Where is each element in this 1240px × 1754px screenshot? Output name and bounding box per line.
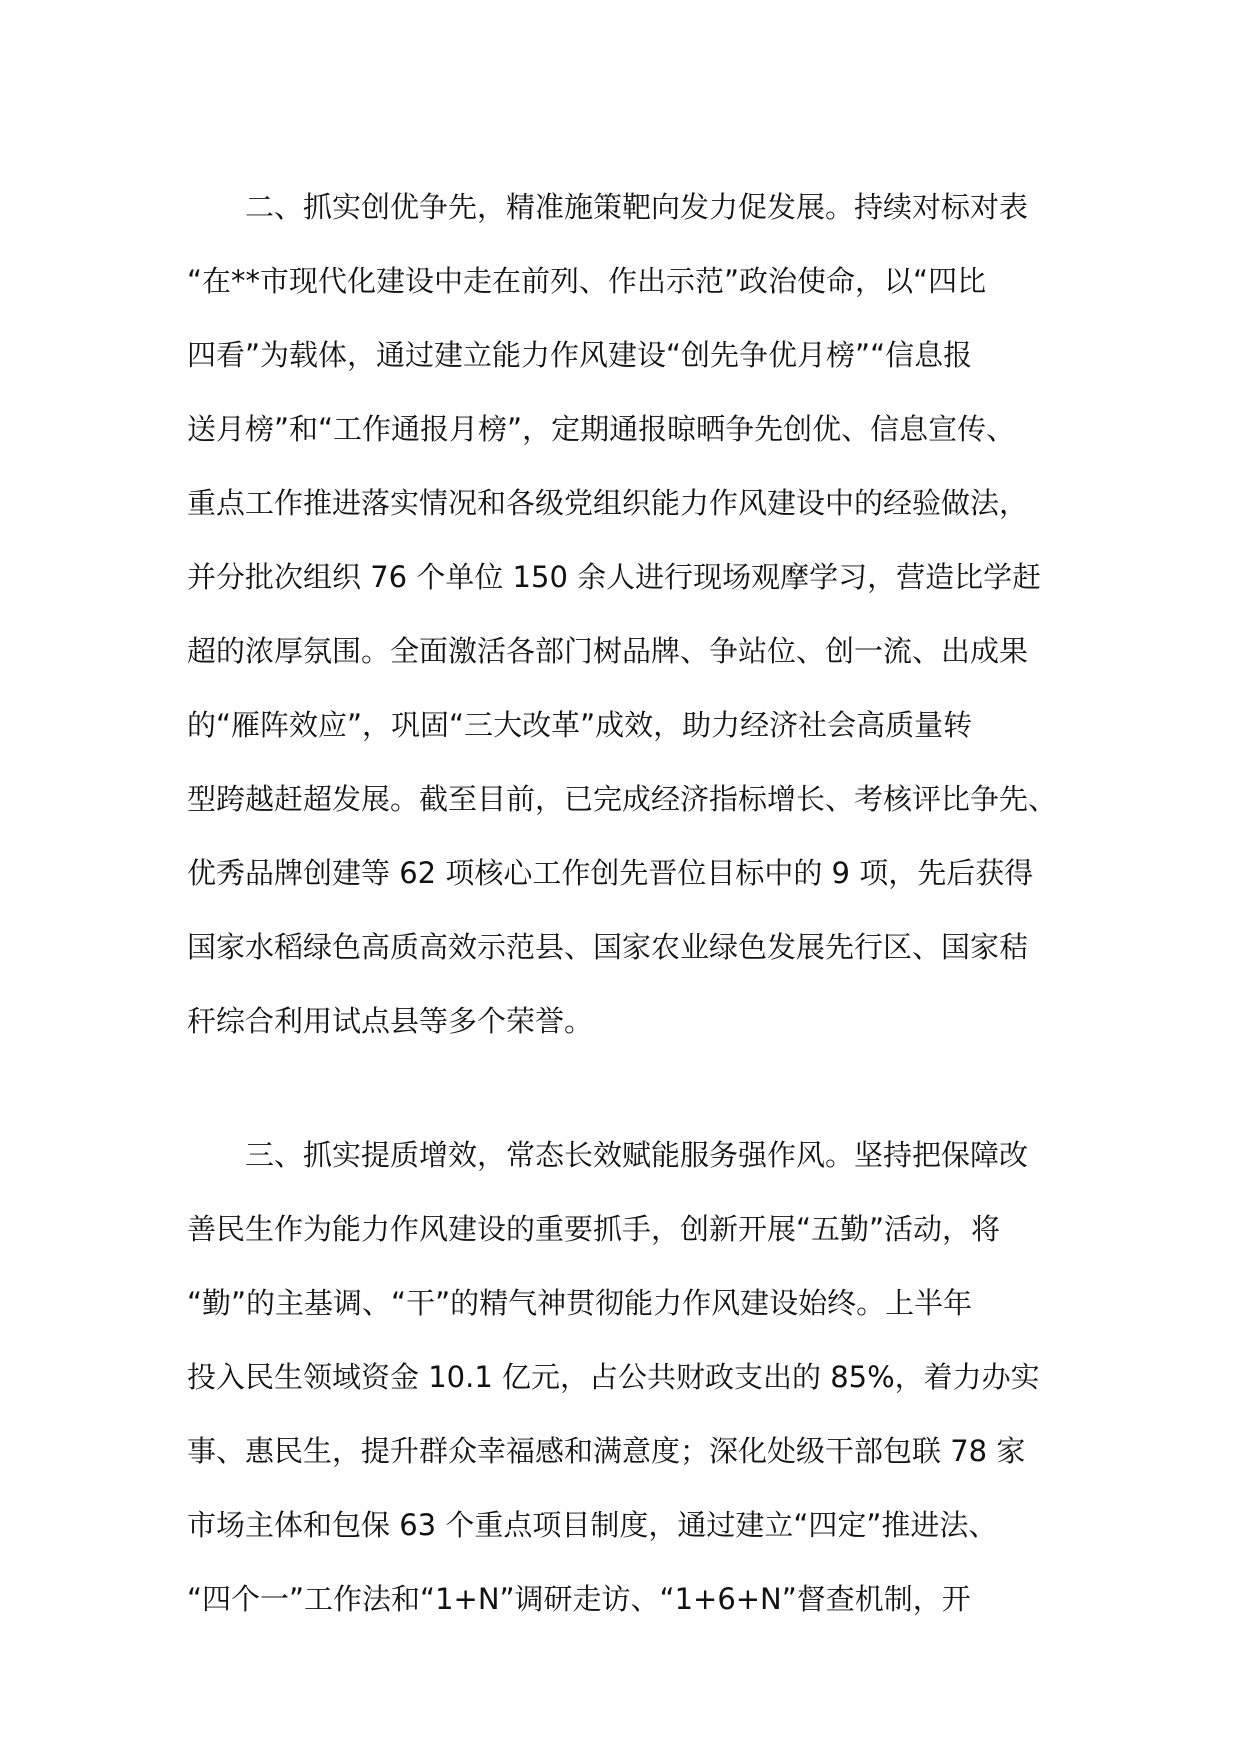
paragraph-line: “在**市现代化建设中走在前列、作出示范”政治使命，以“四比 — [187, 264, 987, 298]
paragraph-3 — [187, 1118, 1067, 1636]
paragraph-line: 超的浓厚氛围。全面激活各部门树品牌、争站位、创一流、出成果 — [187, 634, 1029, 668]
document-body — [187, 170, 1067, 1636]
paragraph-line: “四个一”工作法和“1+N”调研走访、“1+6+N”督查机制，开 — [187, 1582, 971, 1616]
paragraph-line: 国家水稻绿色高质高效示范县、国家农业绿色发展先行区、国家秸 — [187, 930, 1029, 964]
paragraph-line: 善民生作为能力作风建设的重要抓手，创新开展“五勤”活动，将 — [187, 1212, 1001, 1246]
paragraph-line: 优秀品牌创建等 62 项核心工作创先晋位目标中的 9 项，先后获得 — [187, 856, 1034, 890]
paragraph-line: 秆综合利用试点县等多个荣誉。 — [187, 1004, 594, 1038]
paragraph-line: 三、抓实提质增效，常态长效赋能服务强作风。坚持把保障改 — [245, 1138, 1029, 1172]
paragraph-line: “勤”的主基调、“干”的精气神贯彻能力作风建设始终。上半年 — [187, 1286, 973, 1320]
paragraph-line: 的“雁阵效应”，巩固“三大改革”成效，助力经济社会高质量转 — [187, 708, 973, 742]
paragraph-line: 市场主体和包保 63 个重点项目制度，通过建立“四定”推进法、 — [187, 1508, 998, 1542]
paragraph-spacer — [187, 1058, 1067, 1118]
paragraph-line: 事、惠民生，提升群众幸福感和满意度；深化处级干部包联 78 家 — [187, 1434, 1026, 1468]
paragraph-line: 并分批次组织 76 个单位 150 余人进行现场观摩学习，营造比学赶 — [187, 560, 1042, 594]
paragraph-line: 二、抓实创优争先，精准施策靶向发力促发展。持续对标对表 — [245, 190, 1029, 224]
paragraph-line: 送月榜”和“工作通报月榜”，定期通报晾晒争先创优、信息宣传、 — [187, 412, 1016, 446]
paragraph-line: 四看”为载体，通过建立能力作风建设“创先争优月榜”“信息报 — [187, 338, 973, 372]
paragraph-line: 型跨越赶超发展。截至目前，已完成经济指标增长、考核评比争先、 — [187, 782, 1058, 816]
paragraph-line: 投入民生领域资金 10.1 亿元，占公共财政支出的 85%，着力办实 — [187, 1360, 1040, 1394]
paragraph-line: 重点工作推进落实情况和各级党组织能力作风建设中的经验做法， — [187, 486, 1029, 520]
paragraph-2 — [187, 170, 1067, 1058]
